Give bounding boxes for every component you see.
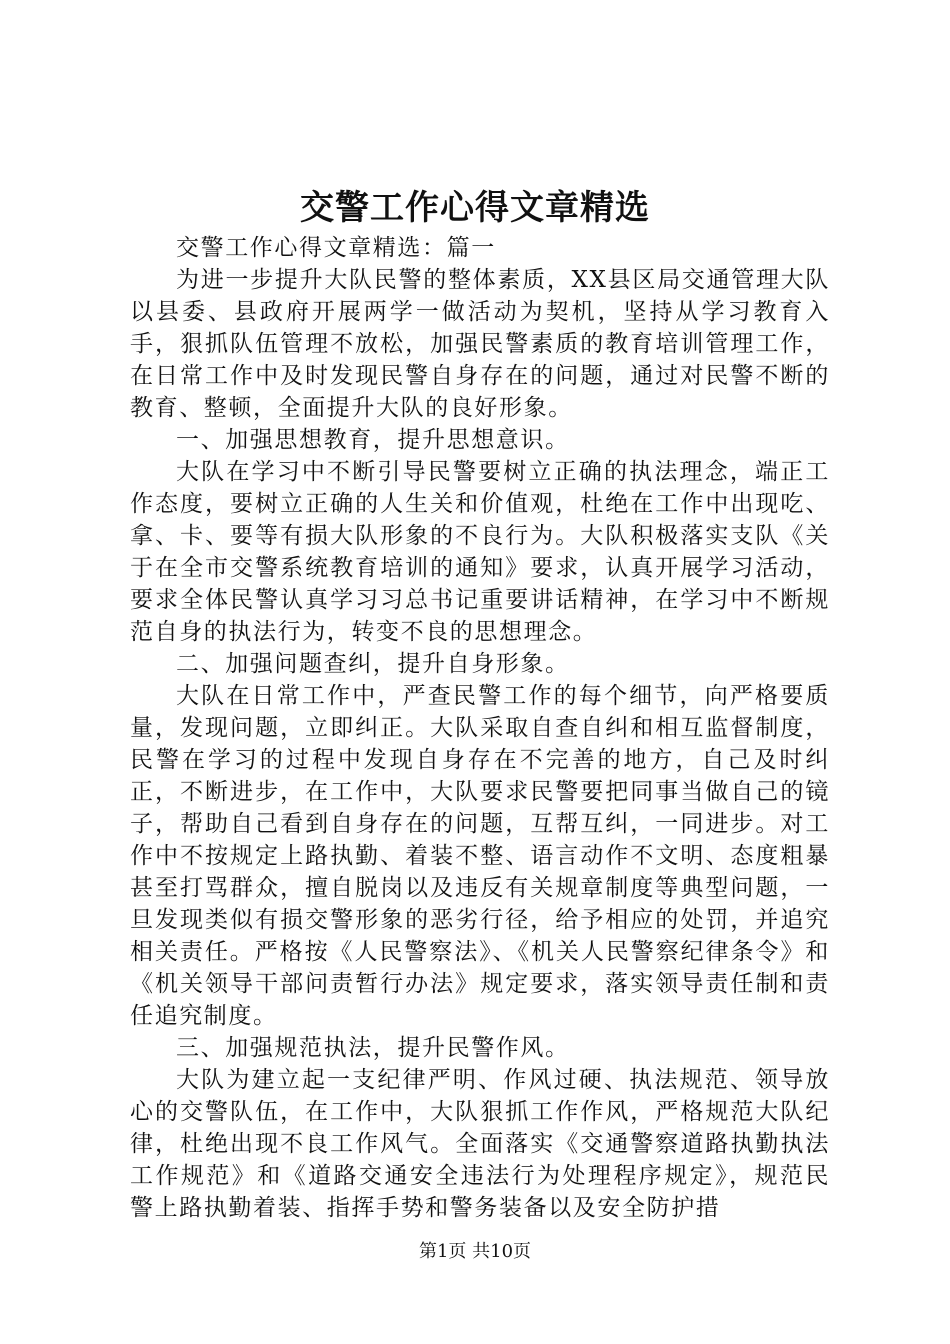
section-heading-2: 二、加强问题查纠，提升自身形象。 bbox=[176, 651, 570, 677]
paragraph-3: 大队为建立起一支纪律严明、作风过硬、执法规范、领导放心的交警队伍，在工作中，大队狠抓工作作风，严格规范大队纪律，杜绝出现不良工作风气。全面落实《交通警察道路执勤执法工作规范》和《道路交通安全违法行为处理程序规定》，规范民警上路执勤着装、指挥手势和警务装备以及安全防护措 bbox=[130, 1067, 830, 1221]
paragraph-1: 大队在学习中不断引导民警要树立正确的执法理念，端正工作态度，要树立正确的人生关和价值观，杜绝在工作中出现吃、拿、卡、要等有损大队形象的不良行为。大队积极落实支队《关于在全市交警系统教育培训的通知》要求，认真开展学习活动，要求全体民警认真学习习总书记重要讲话精神，在学习中不断规范自身的执法行为，转变不良的思想理念。 bbox=[130, 459, 830, 645]
paragraph-intro: 为进一步提升大队民警的整体素质，XX县区局交通管理大队以县委、县政府开展两学一做活动为契机，坚持从学习教育入手，狠抓队伍管理不放松，加强民警素质的教育培训管理工作，在日常工作中及时发现民警自身存在的问题，通过对民警不断的教育、整顿，全面提升大队的良好形象。 bbox=[130, 267, 830, 421]
document-title: 交警工作心得文章精选 bbox=[300, 188, 650, 228]
section-heading-3: 三、加强规范执法，提升民警作风。 bbox=[176, 1035, 570, 1061]
paragraph-2: 大队在日常工作中，严查民警工作的每个细节，向严格要质量，发现问题，立即纠正。大队采取自查自纠和相互监督制度，民警在学习的过程中发现自身存在不完善的地方，自己及时纠正，不断进步，在工作中，大队要求民警要把同事当做自己的镜子，帮助自己看到自身存在的问题，互帮互纠，一同进步。对工作中不按规定上路执勤、着装不整、语言动作不文明、态度粗暴甚至打骂群众，擅自脱岗以及违反有关规章制度等典型问题，一旦发现类似有损交警形象的恶劣行径，给予相应的处罚，并追究相关责任。严格按《人民警察法》、《机关人民警察纪律条令》和《机关领导干部问责暂行办法》规定要求，落实领导责任制和责任追究制度。 bbox=[130, 683, 830, 1029]
section-heading-article: 交警工作心得文章精选：篇一 bbox=[176, 235, 496, 261]
page-number-footer: 第1页 共10页 bbox=[418, 1241, 532, 1262]
document-body bbox=[130, 232, 830, 1224]
section-heading-1: 一、加强思想教育，提升思想意识。 bbox=[176, 427, 570, 453]
